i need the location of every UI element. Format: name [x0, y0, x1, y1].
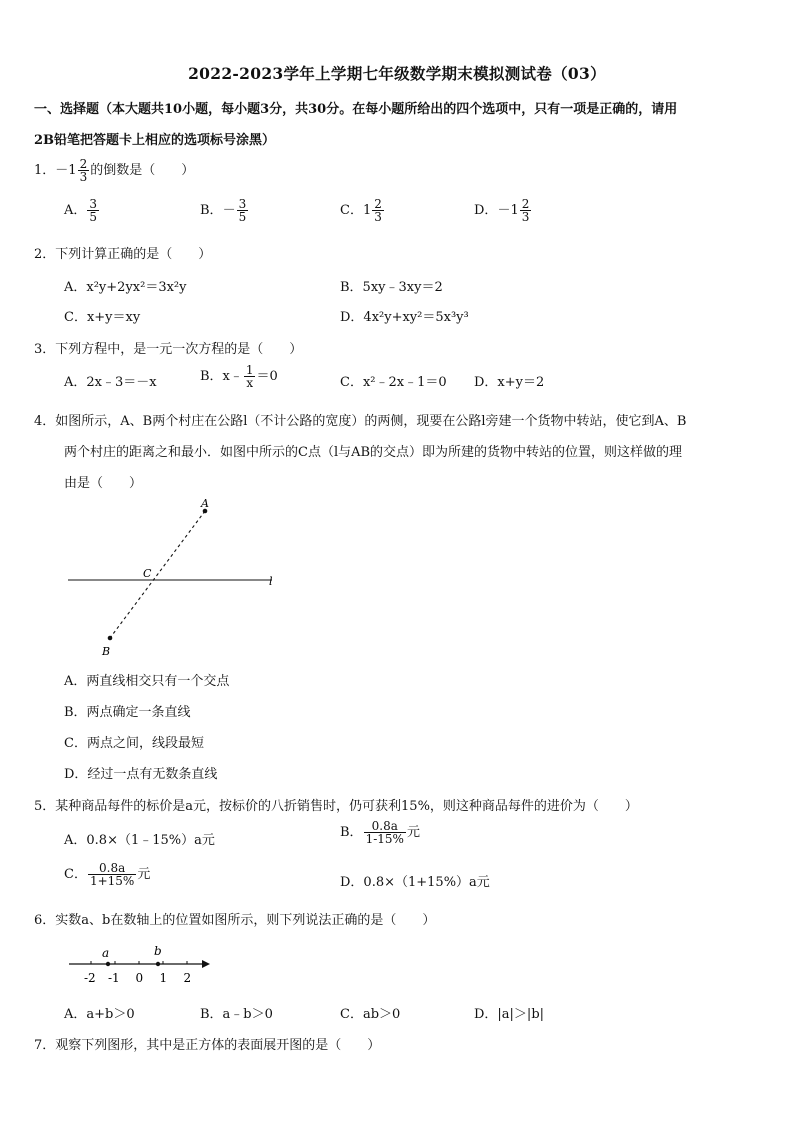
question-3-option-b: B．x﹣ $\frac{1}{x}$ ＝0 [200, 363, 278, 390]
question-2-stem: 2．下列计算正确的是（ ） [34, 247, 212, 262]
question-6-option-a: A．a+b＞0 [64, 1007, 135, 1022]
label-b: B [102, 645, 111, 658]
question-1-option-b: B．－ $\frac{3}{5}$ [200, 197, 247, 224]
road-village-figure [60, 495, 290, 660]
question-5-stem: 5．某种商品每件的标价是a元，按标价的八折销售时，仍可获利15%，则这种商品每件的进价为（ ） [34, 799, 638, 814]
question-6-option-b: B．a﹣b＞0 [200, 1007, 273, 1022]
label-c: C [143, 567, 152, 580]
question-4-stem-line2: 两个村庄的距离之和最小．如图中所示的C点（l与AB的交点）即为所建的货物中转站的位置，则这样做的理 [64, 445, 683, 460]
exam-title: 2022-2023学年上学期七年级数学期末模拟测试卷（03） [188, 64, 606, 83]
axis-tick-label: 2 [183, 971, 192, 985]
question-4-option-c: C．两点之间，线段最短 [64, 736, 204, 751]
question-1-option-c: C．1 $\frac{2}{3}$ [340, 197, 382, 224]
question-4-stem-line1: 4．如图所示，A、B两个村庄在公路l（不计公路的宽度）的两侧，现要在公路l旁建一个货物中转站，使它到A、B [34, 414, 687, 429]
question-4-option-b: B．两点确定一条直线 [64, 705, 191, 720]
axis-tick-label: -2 [84, 971, 96, 985]
question-2-option-c: C．x+y＝xy [64, 310, 141, 325]
fraction: $\frac{2}{3}$ [79, 157, 88, 184]
label-a: A [201, 497, 209, 510]
question-1-stem: 1．－1 $\frac{2}{3}$ 的倒数是（ ） [34, 157, 195, 184]
question-6-option-c: C．ab＞0 [340, 1007, 401, 1022]
question-4-option-a: A．两直线相交只有一个交点 [64, 674, 230, 689]
section-heading-line1: 一、选择题（本大题共10小题，每小题3分，共30分。在每小题所给出的四个选项中，只有一项是正确的，请用 [34, 102, 678, 117]
label-l: l [269, 575, 273, 588]
point-a-marker [106, 962, 110, 966]
question-2-option-b: B．5xy﹣3xy＝2 [340, 280, 443, 295]
question-6-option-d: D．|a|＞|b| [474, 1007, 545, 1022]
axis-tick-label: 0 [135, 971, 144, 985]
point-b-label: b [154, 944, 162, 958]
question-6-stem: 6．实数a、b在数轴上的位置如图所示，则下列说法正确的是（ ） [34, 913, 436, 928]
question-5-option-b: B． $\frac{0.8a}{1-15\%}$ 元 [340, 819, 420, 846]
question-1-option-a: A． $\frac{3}{5}$ [64, 197, 98, 224]
question-4-stem-line3: 由是（ ） [64, 476, 143, 491]
question-3-option-d: D．x+y＝2 [474, 375, 545, 390]
question-2-option-a: A．x²y+2yx²＝3x²y [64, 280, 187, 295]
question-3-option-a: A．2x﹣3＝－x [64, 375, 157, 390]
axis-tick-label: -1 [108, 971, 120, 985]
question-3-stem: 3．下列方程中，是一元一次方程的是（ ） [34, 342, 303, 357]
point-a-label: a [102, 946, 110, 960]
question-2-option-d: D．4x²y+xy²＝5x³y³ [340, 310, 469, 325]
axis-tick-label: 1 [159, 971, 168, 985]
number-line-figure [64, 940, 219, 990]
question-5-option-d: D．0.8×（1+15%）a元 [340, 875, 490, 890]
point-b-marker [156, 962, 160, 966]
question-4-option-d: D．经过一点有无数条直线 [64, 767, 218, 782]
segment-ab [110, 511, 205, 638]
question-5-option-c: C． $\frac{0.8a}{1+15\%}$ 元 [64, 861, 151, 888]
axis-arrow [202, 960, 210, 968]
question-5-option-a: A．0.8×（1﹣15%）a元 [64, 833, 215, 848]
question-1-option-d: D．－1 $\frac{2}{3}$ [474, 197, 530, 224]
question-7-stem: 7．观察下列图形，其中是正方体的表面展开图的是（ ） [34, 1038, 381, 1053]
point-b [108, 636, 113, 641]
question-3-option-c: C．x²﹣2x﹣1＝0 [340, 375, 447, 390]
section-heading-line2: 2B铅笔把答题卡上相应的选项标号涂黑） [34, 133, 276, 148]
